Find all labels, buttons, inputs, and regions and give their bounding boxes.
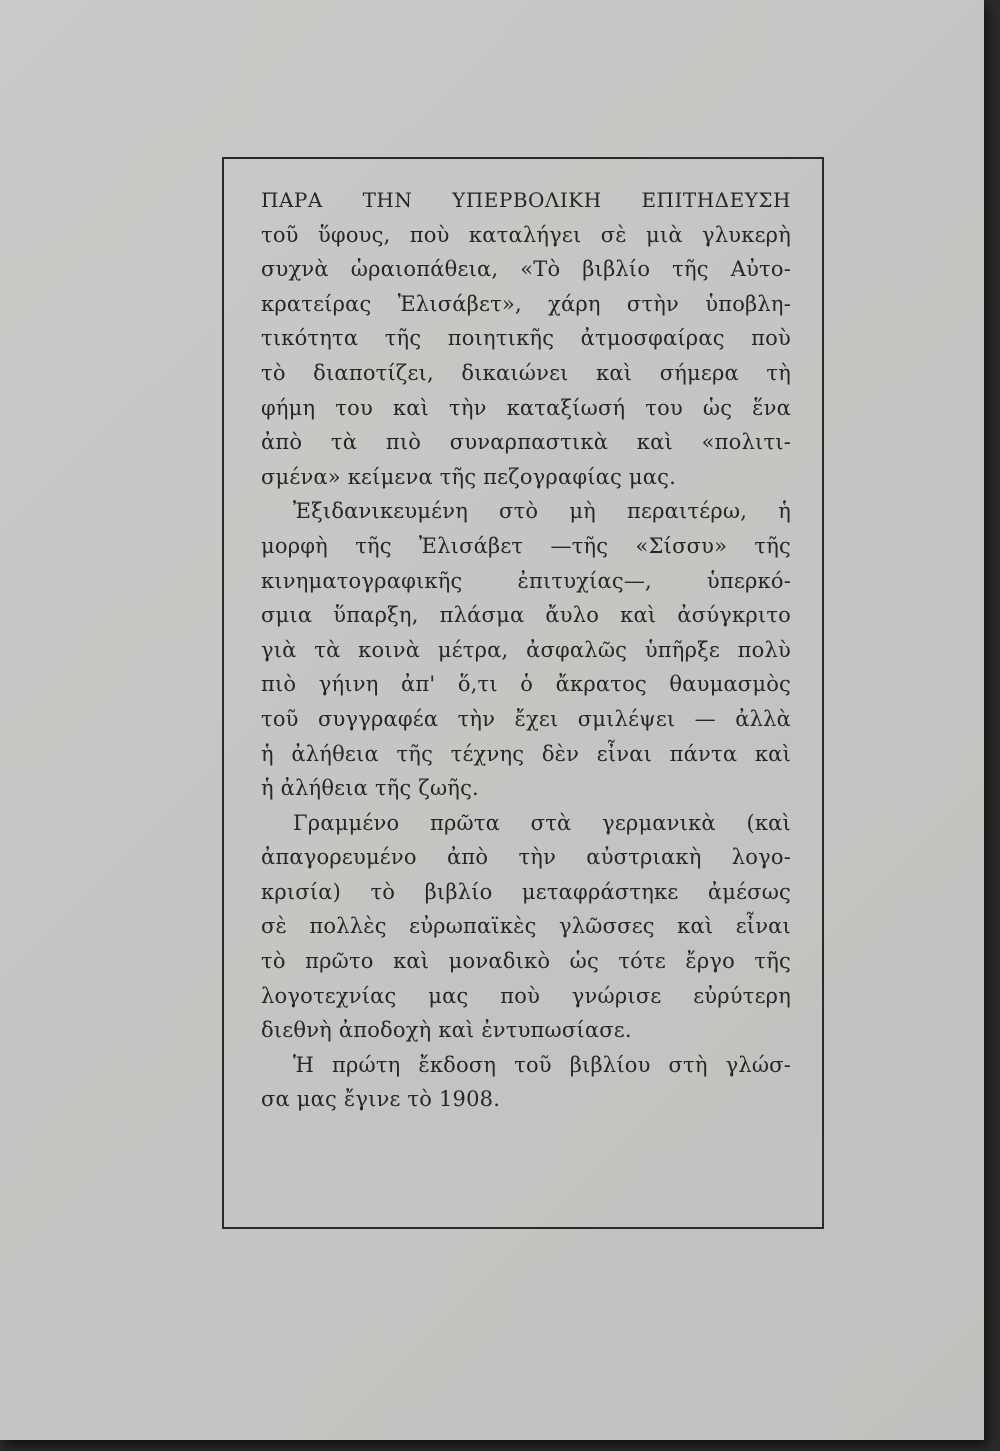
text-line: Ἐξιδανικευμένη στὸ μὴ περαιτέρω, ἡ	[293, 499, 791, 524]
text-line: σὲ πολλὲς εὐρωπαϊκὲς γλῶσσες καὶ εἶναι	[261, 914, 791, 939]
text-line: κρατείρας Ἐλισάβετ», χάρη στὴν ὑποβλη-	[261, 291, 791, 316]
text-line: ἀπὸ τὰ πιὸ συναρπαστικὰ καὶ «πολιτι-	[261, 430, 791, 455]
text-line: τὸ πρῶτο καὶ μοναδικὸ ὡς τότε ἔργο τῆς	[261, 949, 791, 974]
text-line: γιὰ τὰ κοινὰ μέτρα, ἀσφαλῶς ὑπῆρξε πολὺ	[261, 637, 791, 662]
text-line: συχνὰ ὡραιοπάθεια, «Τὸ βιβλίο τῆς Αὐτο-	[261, 257, 791, 282]
text-line: φήμη του καὶ τὴν καταξίωσή του ὡς ἕνα	[261, 395, 791, 420]
text-line: ἡ ἀλήθεια τῆς ζωῆς.	[261, 776, 479, 801]
text-line: σα μας ἔγινε τὸ 1908.	[261, 1087, 501, 1112]
text-line: τὸ διαποτίζει, δικαιώνει καὶ σήμερα τὴ	[261, 360, 791, 385]
paragraph-3	[261, 806, 791, 1048]
paragraph-1	[261, 183, 791, 494]
text-line: μορφὴ τῆς Ἐλισάβετ —τῆς «Σίσσυ» τῆς	[261, 533, 791, 558]
text-line: πιὸ γήινη ἀπ' ὅ,τι ὁ ἄκρατος θαυμασμὸς	[261, 672, 791, 697]
text-line: λογοτεχνίας μας ποὺ γνώρισε εὐρύτερη	[261, 983, 791, 1008]
text-line: κρισία) τὸ βιβλίο μεταφράστηκε ἀμέσως	[261, 879, 791, 904]
text-line: ἡ ἀλήθεια τῆς τέχνης δὲν εἶναι πάντα καὶ	[261, 741, 791, 766]
text-line: σμια ὕπαρξη, πλάσμα ἄυλο καὶ ἀσύγκριτο	[261, 603, 791, 628]
text-line: τοῦ συγγραφέα τὴν ἔχει σμιλέψει — ἀλλὰ	[261, 706, 791, 731]
paragraph-4	[261, 1048, 791, 1117]
text-line: σμένα» κείμενα τῆς πεζογραφίας μας.	[261, 464, 676, 489]
blurb-heading-line: ΠΑΡΑ ΤΗΝ ΥΠΕΡΒΟΛΙΚΗ ΕΠΙΤΗΔΕΥΣΗ	[261, 188, 791, 212]
text-line: Ἡ πρώτη ἔκδοση τοῦ βιβλίου στὴ γλώσ-	[293, 1052, 791, 1077]
text-line: τοῦ ὕφους, ποὺ καταλήγει σὲ μιὰ γλυκερὴ	[261, 222, 791, 247]
paragraph-2	[261, 494, 791, 805]
text-line: Γραμμένο πρῶτα στὰ γερμανικὰ (καὶ	[293, 810, 791, 835]
blurb-text	[261, 183, 791, 1117]
text-line: διεθνὴ ἀποδοχὴ καὶ ἐντυπωσίασε.	[261, 1018, 632, 1043]
text-line: τικότητα τῆς ποιητικῆς ἀτμοσφαίρας ποὺ	[261, 326, 791, 351]
text-line: κινηματογραφικῆς ἐπιτυχίας—, ὑπερκό-	[261, 568, 791, 593]
text-line: ἀπαγορευμένο ἀπὸ τὴν αὐστριακὴ λογο-	[261, 845, 791, 870]
